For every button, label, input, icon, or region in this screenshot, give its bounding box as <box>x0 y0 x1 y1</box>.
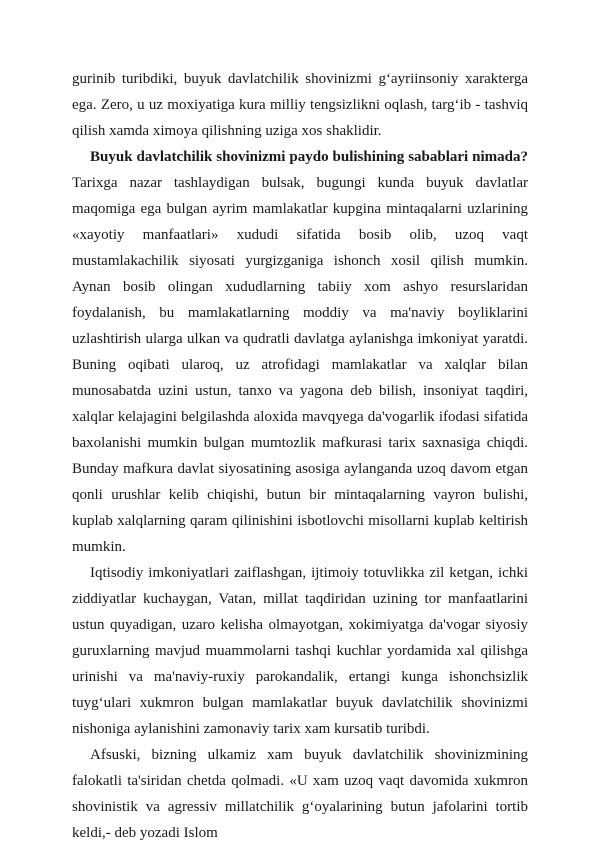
section-question-heading: Buyuk davlatchilik shovinizmi paydo bulishining sabablari nimada? <box>90 149 528 165</box>
paragraph-2 <box>72 144 528 560</box>
paragraph-1-text: gurinib turibdiki, buyuk davlatchilik shovinizmi g‘ayriinsoniy xarakterga ega. Zero, u uz moxiyatiga kura milliy tengsizlikni oqlash, targ‘ib - tashviq qilish xamda ximoya qilishning uziga xos shaklidir. <box>72 71 528 139</box>
paragraph-3-text: Iqtisodiy imkoniyatlari zaiflashgan, ijtimoiy totuvlikka zil ketgan, ichki ziddiyatlar kuchaygan, Vatan, millat taqdiridan uzining tor manfaatlarini ustun quyadigan, uzaro kelisha olmayotgan, xokimiyatga da'vogar siyosiy guruxlarning mavjud muammolarni tashqi kuchlar yordamida xal qilishga urinishi va ma'naviy-ruxiy parokandalik, ertangi kunga ishonchsizlik tuyg‘ulari xukmron bulgan mamlakatlar buyuk davlatchilik shovinizmi nishoniga aylanishini zamonaviy tarix xam kursatib turibdi. <box>72 565 528 737</box>
paragraph-4 <box>72 742 528 846</box>
paragraph-2-text: Tarixga nazar tashlaydigan bulsak, bugungi kunda buyuk davlatlar maqomiga ega bulgan ayrim mamlakatlar kupgina mintaqalarni uzlarining «xayotiy manfaatlari» xududi sifatida bosib olib, uzoq vaqt mustamlakachilik siyosati yurgizganiga ishonch xosil qilish mumkin. Aynan bosib olingan xududlarning tabiiy xom ashyo resurslaridan foydalanish, bu mamlakatlarning moddiy va ma'naviy boyliklarini uzlashtirish ularga ulkan va qudratli davlatga aylanishga imkoniyat yaratdi. Buning oqibati ularoq, uz atrofidagi mamlakatlar va xalqlar bilan munosabatda uzini ustun, tanxo va yagona deb bilish, insoniyat taqdiri, xalqlar kelajagini belgilashda aloxida mavqyega da'vogarlik ifodasi sifatida baxolanishi mumkin bulgan mumtozlik mafkurasi tarix saxnasiga chiqdi. Bunday mafkura davlat siyosatining asosiga aylanganda uzoq davom etgan qonli urushlar kelib chiqishi, butun bir mintaqalarning vayron bulishi, kuplab xalqlarning qaram qilinishini isbotlovchi misollarni kuplab keltirish mumkin. <box>72 175 528 555</box>
paragraph-1 <box>72 66 528 144</box>
paragraph-4-text: Afsuski, bizning ulkamiz xam buyuk davlatchilik shovinizmining falokatli ta'siridan chetda qolmadi. «U xam uzoq vaqt davomida xukmron shovinistik va agressiv millatchilik g‘oyalarining butun jafolarini tortib keldi,- deb yozadi Islom <box>72 747 528 841</box>
paragraph-3 <box>72 560 528 742</box>
document-body <box>72 66 528 846</box>
